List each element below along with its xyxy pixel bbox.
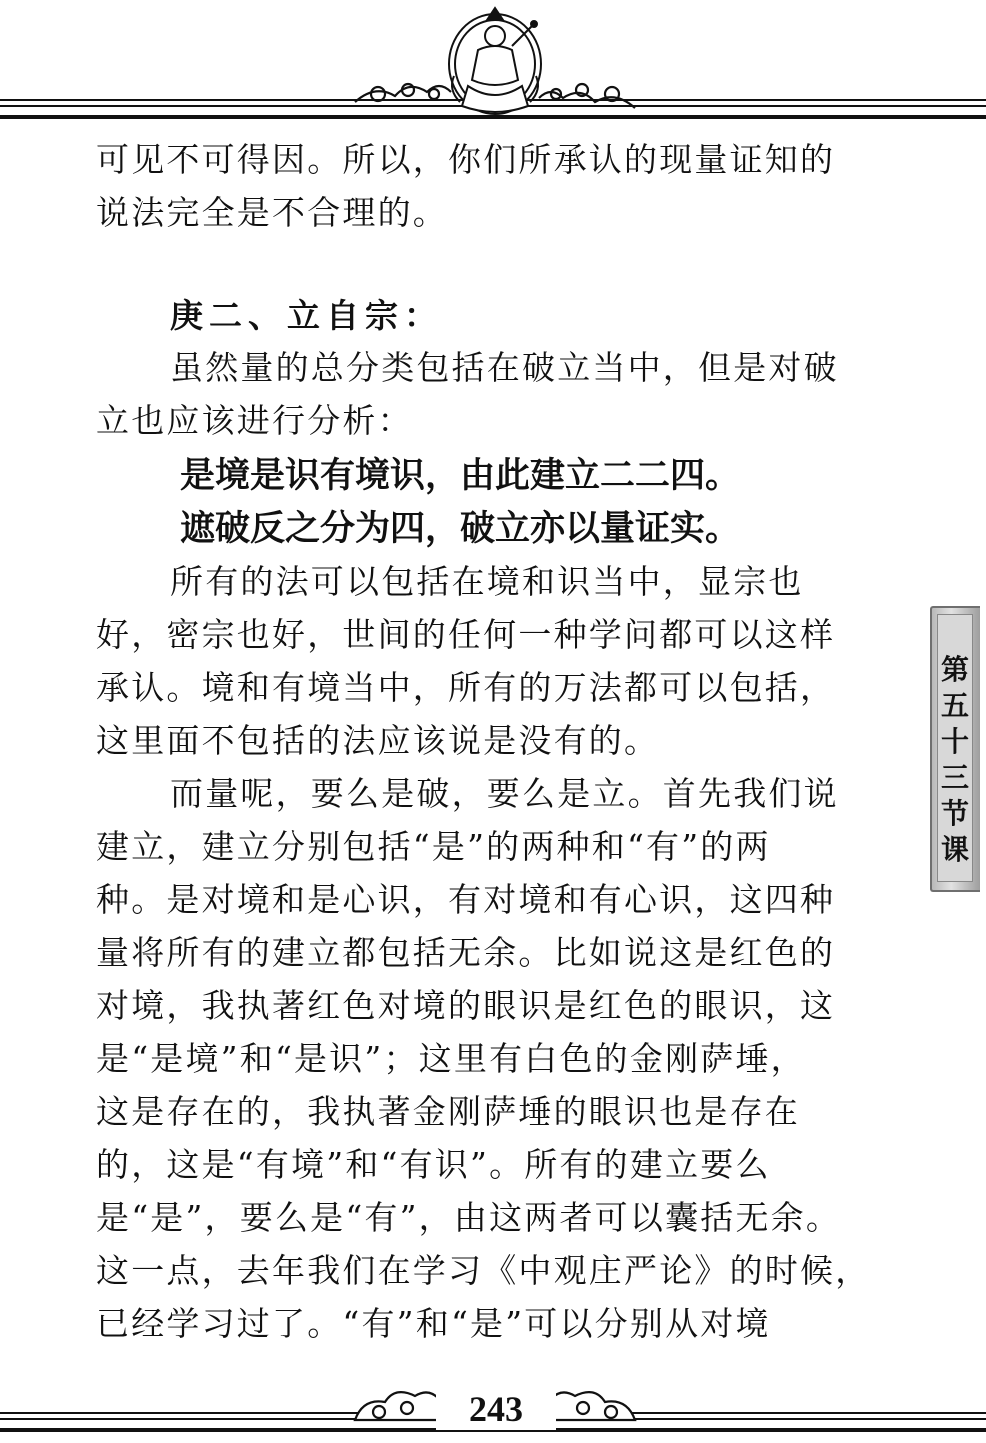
text-line: 可见不可得因。所以，你们所承认的现量证知的 <box>96 140 836 179</box>
text-line: 种。是对境和是心识，有对境和有心识，这四种 <box>96 880 836 919</box>
text-line: 说法完全是不合理的。 <box>96 193 448 232</box>
side-tab-char: 三 <box>940 761 969 794</box>
text-line: 虽然量的总分类包括在破立当中，但是对破 <box>170 348 839 387</box>
section-heading: 庚二、立自宗： <box>170 296 443 335</box>
side-tab-char: 十 <box>940 725 969 758</box>
text-line: 好，密宗也好，世间的任何一种学问都可以这样 <box>96 615 836 654</box>
text-line: 承认。境和有境当中，所有的万法都可以包括， <box>96 668 836 707</box>
text-line: 是“是境”和“是识”；这里有白色的金刚萨埵， <box>96 1039 806 1078</box>
page-number: 243 <box>436 1388 556 1430</box>
text-line: 已经学习过了。“有”和“是”可以分别从对境 <box>96 1304 771 1343</box>
text-line: 这是存在的，我执著金刚萨埵的眼识也是存在 <box>96 1092 800 1131</box>
chapter-side-tab <box>930 606 980 892</box>
verse-line: 是境是识有境识，由此建立二二四。 <box>180 456 741 496</box>
text-line: 而量呢，要么是破，要么是立。首先我们说 <box>170 774 839 813</box>
side-tab-char: 第 <box>940 653 969 686</box>
side-tab-char: 课 <box>940 833 969 866</box>
text-line: 所有的法可以包括在境和识当中，显宗也 <box>170 562 804 601</box>
text-line: 量将所有的建立都包括无余。比如说这是红色的 <box>96 933 836 972</box>
text-line: 这里面不包括的法应该说是没有的。 <box>96 721 660 760</box>
side-tab-char: 五 <box>940 689 969 722</box>
text-line: 是“是”，要么是“有”，由这两者可以囊括无余。 <box>96 1198 842 1237</box>
text-line: 建立，建立分别包括“是”的两种和“有”的两 <box>96 827 771 866</box>
text-line: 这一点，去年我们在学习《中观庄严论》的时候， <box>96 1251 871 1290</box>
text-line: 立也应该进行分析： <box>96 401 413 440</box>
header-ornament-icon <box>350 6 640 118</box>
text-line: 的，这是“有境”和“有识”。所有的建立要么 <box>96 1145 771 1184</box>
text-line: 对境，我执著红色对境的眼识是红色的眼识，这 <box>96 986 836 1025</box>
verse-line: 遮破反之分为四，破立亦以量证实。 <box>180 509 741 549</box>
side-tab-char: 节 <box>940 797 969 830</box>
